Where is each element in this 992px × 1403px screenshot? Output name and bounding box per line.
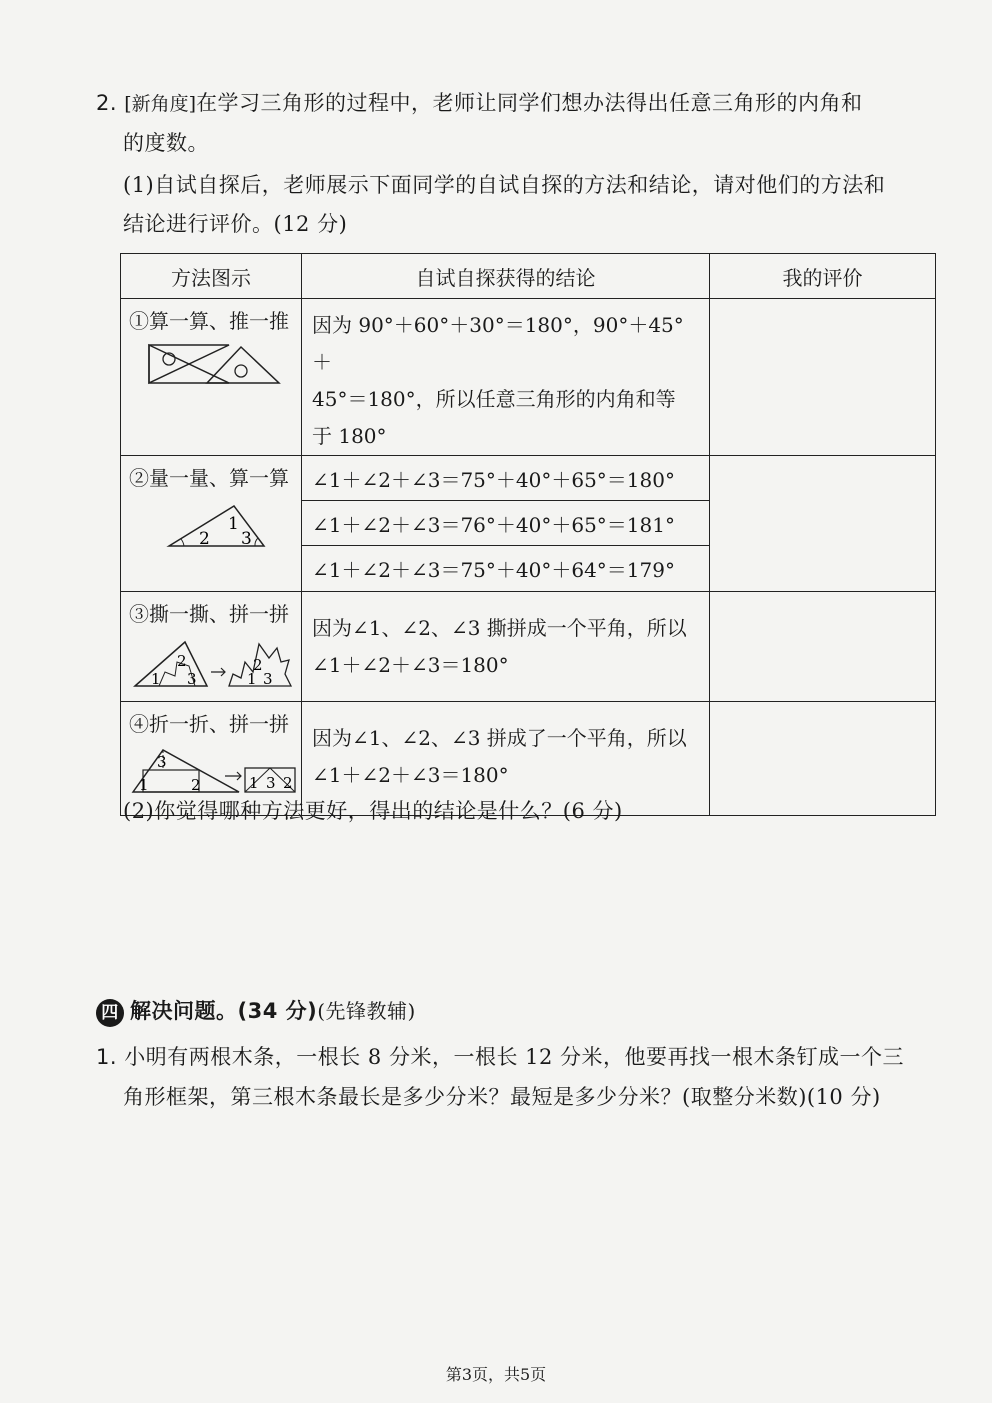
question-1-text: 小明有两根木条，一根长 8 分米，一根长 12 分米，他要再找一根木条钉成一个三 xyxy=(124,1045,905,1069)
fold-label-1: 1 xyxy=(139,776,149,794)
measured-triangle-figure xyxy=(129,496,289,556)
conclusion-cell-3 xyxy=(302,592,710,702)
evaluation-cell-2[interactable] xyxy=(710,456,936,592)
angle-label-3: 3 xyxy=(241,529,252,549)
page-footer: 第3页，共5页 xyxy=(445,1365,547,1384)
header-method: 方法图示 xyxy=(121,254,302,299)
part2-answer-area[interactable] xyxy=(123,835,933,985)
section-badge: 四 xyxy=(96,999,124,1027)
method-label-1: ①算一算、推一推 xyxy=(129,309,289,333)
conclusion-4-line2: ∠1＋∠2＋∠3＝180° xyxy=(312,763,509,787)
tear-and-join-figure xyxy=(129,632,299,692)
arrow-icon xyxy=(211,668,225,676)
conclusion-1-line3: 于 180° xyxy=(312,424,387,448)
question-1-line1 xyxy=(96,1042,904,1072)
section-title: 解决问题。(34 分) xyxy=(130,999,318,1023)
question-number: 2. xyxy=(96,91,118,115)
header-conclusion: 自试自探获得的结论 xyxy=(302,254,710,299)
question-1-line2: 角形框架，第三根木条最长是多少分米？最短是多少分米？(取整分米数)(10 分) xyxy=(123,1085,881,1109)
tear-label-1: 2 xyxy=(177,652,187,670)
tear-label-2: 1 xyxy=(151,670,161,688)
question-2-stem-text: 在学习三角形的过程中，老师让同学们想办法得出任意三角形的内角和 xyxy=(196,91,863,115)
conclusion-cell-1 xyxy=(302,299,710,456)
join-label-2: 2 xyxy=(253,656,263,674)
conclusion-3-line2: ∠1＋∠2＋∠3＝180° xyxy=(312,653,509,677)
method-label-3: ③撕一撕、拼一拼 xyxy=(129,602,289,626)
question-2-stem-line1 xyxy=(96,88,863,119)
question-1-answer-area[interactable] xyxy=(123,1125,933,1385)
join-label-3: 3 xyxy=(263,670,273,688)
evaluation-cell-4[interactable] xyxy=(710,702,936,816)
part2-question: (2)你觉得哪种方法更好，得出的结论是什么？(6 分) xyxy=(123,799,623,823)
folded-label-1: 1 xyxy=(249,774,259,792)
fold-and-join-figure xyxy=(129,742,299,798)
question-2-stem-line2: 的度数。 xyxy=(123,131,209,155)
section-4-header xyxy=(96,996,416,1027)
conclusion-3-line1: 因为∠1、∠2、∠3 撕拼成一个平角，所以 xyxy=(312,616,687,640)
fold-label-3: 3 xyxy=(157,753,167,771)
equation-cell-2: ∠1＋∠2＋∠3＝76°＋40°＋65°＝181° xyxy=(302,501,710,546)
tear-label-3: 3 xyxy=(187,670,197,688)
join-label-1: 1 xyxy=(247,670,257,688)
part1-line1: (1)自试自探后，老师展示下面同学的自试自探的方法和结论，请对他们的方法和 xyxy=(123,173,886,197)
angle-label-2: 2 xyxy=(199,529,210,549)
new-angle-tag: [新角度] xyxy=(124,93,197,115)
set-squares-figure xyxy=(129,339,289,389)
evaluation-table xyxy=(120,253,936,816)
conclusion-1-line1: 因为 90°＋60°＋30°＝180°，90°＋45°＋ xyxy=(312,313,684,374)
part1-line2: 结论进行评价。(12 分) xyxy=(123,212,348,236)
evaluation-cell-3[interactable] xyxy=(710,592,936,702)
arrow-icon xyxy=(225,772,241,780)
conclusion-4-line1: 因为∠1、∠2、∠3 拼成了一个平角，所以 xyxy=(312,726,687,750)
angle-label-1: 1 xyxy=(228,514,239,534)
table-row xyxy=(121,299,936,456)
evaluation-cell-1[interactable] xyxy=(710,299,936,456)
equation-cell-1: ∠1＋∠2＋∠3＝75°＋40°＋65°＝180° xyxy=(302,456,710,501)
folded-label-2: 2 xyxy=(283,774,293,792)
equation-cell-3: ∠1＋∠2＋∠3＝75°＋40°＋64°＝179° xyxy=(302,546,710,592)
table-row xyxy=(121,456,936,501)
method-label-2: ②量一量、算一算 xyxy=(129,466,289,490)
method-cell-2 xyxy=(121,456,302,592)
folded-label-3: 3 xyxy=(266,774,276,792)
table-header-row xyxy=(121,254,936,299)
header-evaluation: 我的评价 xyxy=(710,254,936,299)
table-row xyxy=(121,592,936,702)
question-number: 1. xyxy=(96,1045,118,1069)
fold-label-2: 2 xyxy=(191,776,201,794)
method-label-4: ④折一折、拼一拼 xyxy=(129,712,289,736)
method-cell-1 xyxy=(121,299,302,456)
method-cell-3 xyxy=(121,592,302,702)
section-note: (先锋教辅) xyxy=(317,999,416,1023)
conclusion-1-line2: 45°＝180°，所以任意三角形的内角和等 xyxy=(312,387,676,411)
